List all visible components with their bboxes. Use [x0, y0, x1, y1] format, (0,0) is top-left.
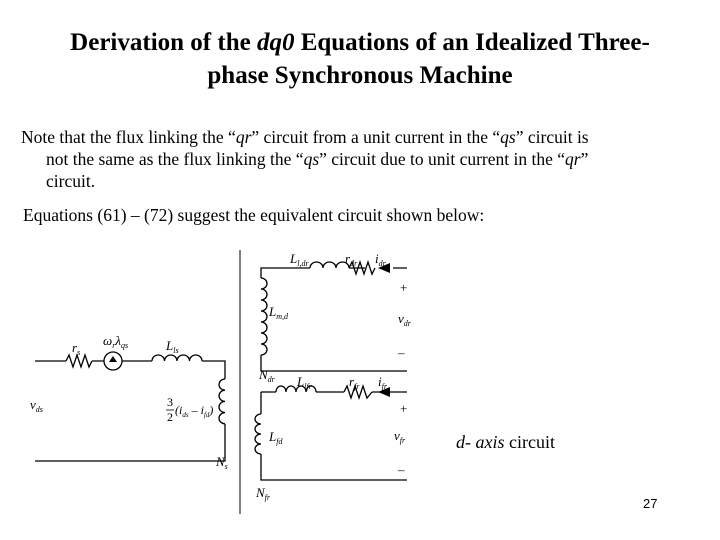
paragraph-flux-note: Note that the flux linking the “qr” circuit from a unit current in the “qs” circuit is not the same as the flux linking the “qs” circuit due to unit current in the “qr” circuit.	[21, 127, 589, 191]
page-number: 27	[643, 496, 658, 511]
ifr-label: $i_{fr}$	[378, 374, 387, 391]
fraction-numerator: 3	[167, 395, 173, 409]
vds-label: $v_{ds}$	[30, 397, 43, 414]
lldr-label: $L_{l,dr}$	[290, 251, 309, 268]
slide-title: Derivation of the dq0 Equations of an Idealized Three- phase Synchronous Machine	[70, 29, 650, 89]
circuit-caption: d- axis circuit	[456, 432, 555, 452]
rfr-label: $r_{fr}$	[349, 374, 360, 391]
vfr-minus-sign: –	[398, 462, 405, 477]
vdr-label: $v_{dr}$	[398, 311, 411, 328]
source-arrow-icon	[109, 356, 117, 362]
vfr-plus-sign: +	[400, 401, 408, 416]
vfr-label: $v_{fr}$	[394, 428, 406, 445]
lls-label: $L_{ls}$	[166, 338, 179, 355]
lmd-label: $L_{m,d}$	[269, 304, 289, 321]
lmd-inductor	[261, 278, 267, 355]
lldr-inductor	[310, 262, 349, 268]
lfd-inductor	[255, 414, 261, 454]
vdr-plus-sign: +	[400, 280, 408, 295]
rs-label: $r_s$	[72, 340, 81, 357]
llfr-label: $L_{lfr}$	[297, 374, 312, 391]
rdr-label: $r_{dr}$	[345, 251, 358, 268]
stator-wire-top	[35, 361, 225, 379]
ns-label: $N_s$	[216, 454, 228, 471]
lls-inductor	[152, 355, 202, 361]
idr-label: $i_{dr}$	[375, 251, 386, 268]
nfr-label: $N_{fr}$	[256, 485, 271, 502]
fraction-denominator: 2	[167, 410, 173, 424]
stator-wire-bottom	[35, 424, 225, 461]
magnetizing-current-label: $(i_{ds} - i_{fd})$	[175, 403, 214, 419]
lfd-label: $L_{fd}$	[269, 429, 283, 446]
ndr-label: $N_{dr}$	[259, 367, 275, 384]
omega-lambda-label: $\omega_r\lambda_{qs}$	[103, 333, 129, 350]
vdr-minus-sign: –	[398, 345, 405, 360]
stator-magnetizing-coil	[219, 379, 225, 424]
fr-loop-wire	[261, 392, 407, 480]
paragraph-equations: Equations (61) – (72) suggest the equivalent circuit shown below:	[23, 205, 485, 225]
